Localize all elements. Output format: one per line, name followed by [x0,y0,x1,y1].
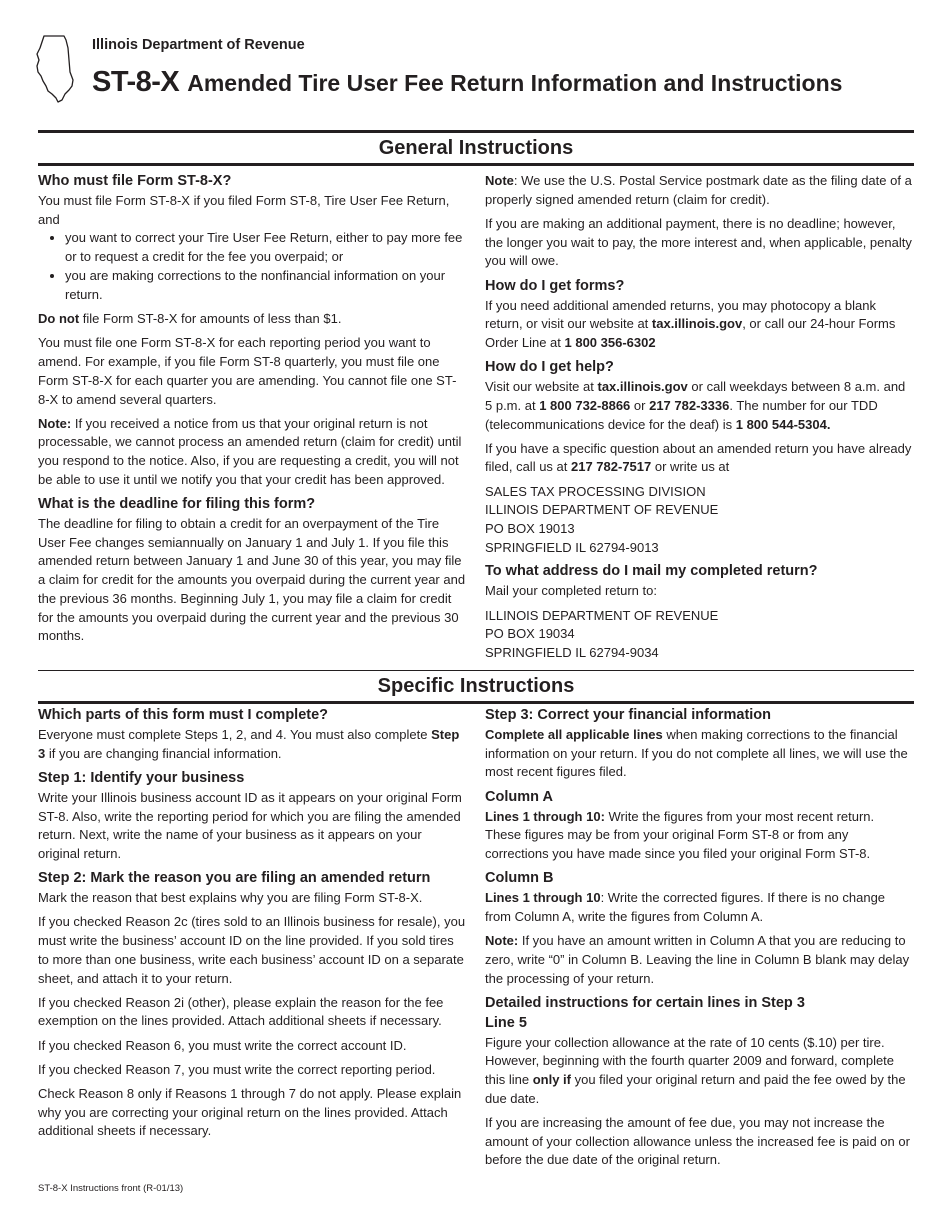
parts-text: Everyone must complete Steps 1, 2, and 4. You must also complete Step 3 if you are changing financial information. [38,727,460,761]
get-forms-question: How do I get forms? [485,277,625,294]
specific-question-text: If you have a specific question about an amended return you have already filed, call us at 217 782-7517 or write us at [485,440,912,475]
who-must-file-question: Who must file Form ST-8-X? [38,173,232,189]
deadline-question: What is the deadline for filing this form? [38,496,316,513]
get-help-question: How do I get help? [485,359,614,376]
specific-right-column [485,706,913,1176]
list-item: • you want to correct your Tire User Fee Return, either to pay more fee or to request a credit for the fee you overpaid; or [65,229,466,266]
who-must-file-intro: You must file Form ST-8-X if you filed Form ST-8, Tire User Fee Return, and [38,193,450,227]
notice-note: Note: If you received a notice from us that your original return is not processable, we cannot process an amended return (claim for credit) until you respond to the notice. Also, if you are requesting a credit, you will not be able to use it until we notify you that your credit has been approved. [38,415,462,487]
step2-reason-2c: If you checked Reason 2c (tires sold to an Illinois business for resale), you must write the business’ account ID on the line provided. If you sold tires to more than one business, write each business’ account ID on a separate sheet, and attach it to your return. [38,914,466,986]
mailing-address: ILLINOIS DEPARTMENT OF REVENUE PO BOX 19034 SPRINGFIELD IL 62794-9034 [485,607,719,661]
get-help-text: Visit our website at tax.illinois.gov or call weekdays between 8 a.m. and 5 p.m. at 1 800 732-8866 or 217 782-3336. The number for our TDD (telecommunications device for the deaf) is 1 800 544-5304. [485,379,906,432]
column-a-text: Lines 1 through 10: Write the figures from your most recent return. These figures may be from your original Form ST-8 or from any corrections you have made since you filed your original Form ST-8. [485,808,875,862]
one-form-per-period: You must file one Form ST-8-X for each reporting period you want to amend. For example, if you file Form ST-8 quarterly, you must file one Form ST-8-X for each quarter you are amending. You cannot file one ST-8-X to amend several quarters. [38,335,457,407]
general-instructions-heading: General Instructions [38,130,914,166]
specific-instructions-heading: Specific Instructions [38,670,914,704]
line5-text: Figure your collection allowance at the rate of 10 cents ($.10) per tire. However, beginning with the fourth quarter 2009 and forward, complete this line only if you filed your original return and paid the fee owed by the due date. [485,1034,906,1106]
step2-reason-7: If you checked Reason 7, you must write the correct reporting period. [38,1061,436,1077]
deadline-text: The deadline for filing to obtain a credit for an overpayment of the Tire User Fee changes semiannually on January 1 and July 1. If you file this amended return between January 1 and June 30 of this year, you may file a claim for credit for the amounts you overpaid during the current year and the previous 36 months. Beginning July 1, you may file a claim for credit for the amounts you overpaid during the current year and the previous 30 months. [38,516,466,644]
processing-division-address: SALES TAX PROCESSING DIVISION ILLINOIS DEPARTMENT OF REVENUE PO BOX 19013 SPRINGFIELD IL 62794-9013 [485,483,719,555]
step2-heading: Step 2: Mark the reason you are filing an amended return [38,870,431,887]
additional-payment-text: If you are making an additional payment, there is no deadline; however, the longer you wait to pay, the more interest and, when applicable, penalty you will owe. [485,215,912,269]
step2-reason-8: Check Reason 8 only if Reasons 1 through 7 do not apply. Please explain why you are correcting your original return on the lines provided. Attach additional sheets if necessary. [38,1086,462,1139]
column-b-text: Lines 1 through 10: Write the corrected figures. If there is no change from Column A, write the figures from Column A. [485,890,886,924]
website-link[interactable]: tax.illinois.gov [651,316,743,332]
general-left-column [38,172,466,651]
mail-address-question: To what address do I mail my completed return? [485,563,818,580]
department-name: Illinois Department of Revenue [92,37,305,53]
website-link[interactable]: tax.illinois.gov [597,379,688,395]
column-a-heading: Column A [485,788,553,805]
step2-reason-2i: If you checked Reason 2i (other), please explain the reason for the fee exemption on the lines provided. Attach additional sheets if necessary. [38,994,444,1029]
get-forms-text: If you need additional amended returns, you may photocopy a blank return, or visit our website at tax.illinois.gov, or call our 24-hour Forms Order Line at 1 800 356-6302 [485,297,896,350]
postmark-note: Note: We use the U.S. Postal Service postmark date as the filing date of a properly signed amended return (claim for credit). [485,173,912,207]
mail-intro: Mail your completed return to: [485,583,657,599]
step2-text: Mark the reason that best explains why you are filing Form ST-8-X. [38,890,423,906]
specific-left-column [38,706,466,1147]
line5-heading: Line 5 [485,1014,527,1031]
footer-revision: ST-8-X Instructions front (R-01/13) [38,1183,184,1194]
form-title-text: Amended Tire User Fee Return Information and Instructions [187,70,843,96]
illinois-state-outline-icon [34,34,78,104]
column-b-heading: Column B [485,870,554,887]
list-item: • you are making corrections to the nonfinancial information on your return. [65,267,466,304]
step2-reason-6: If you checked Reason 6, you must write the correct account ID. [38,1037,407,1053]
step3-text: Complete all applicable lines when making corrections to the financial information on your return. If you do not complete all lines, we will use the most recent figures filed. [485,727,908,780]
detailed-instructions-heading: Detailed instructions for certain lines in Step 3 [485,994,805,1011]
form-title [92,66,842,99]
do-not-file-note: Do not file Form ST-8-X for amounts of less than $1. [38,311,342,327]
increase-fee-text: If you are increasing the amount of fee due, you may not increase the amount of your collection allowance unless the increased fee is paid on or before the due date of the original return. [485,1115,910,1168]
form-number: ST-8-X [92,66,180,98]
column-note: Note: If you have an amount written in Column A that you are reducing to zero, write “0” in Column B. Leaving the line in Column B blank may delay the processing of your return. [485,933,910,986]
step3-heading: Step 3: Correct your financial information [485,707,772,723]
general-right-column [485,172,913,668]
who-must-file-list [38,229,466,304]
parts-question: Which parts of this form must I complete? [38,707,329,723]
step1-heading: Step 1: Identify your business [38,769,245,786]
step1-text: Write your Illinois business account ID as it appears on your original Form ST-8. Also, write the reporting period for which you are filing the amended return. Next, write the name of your business as it appears on your original return. [38,789,462,862]
